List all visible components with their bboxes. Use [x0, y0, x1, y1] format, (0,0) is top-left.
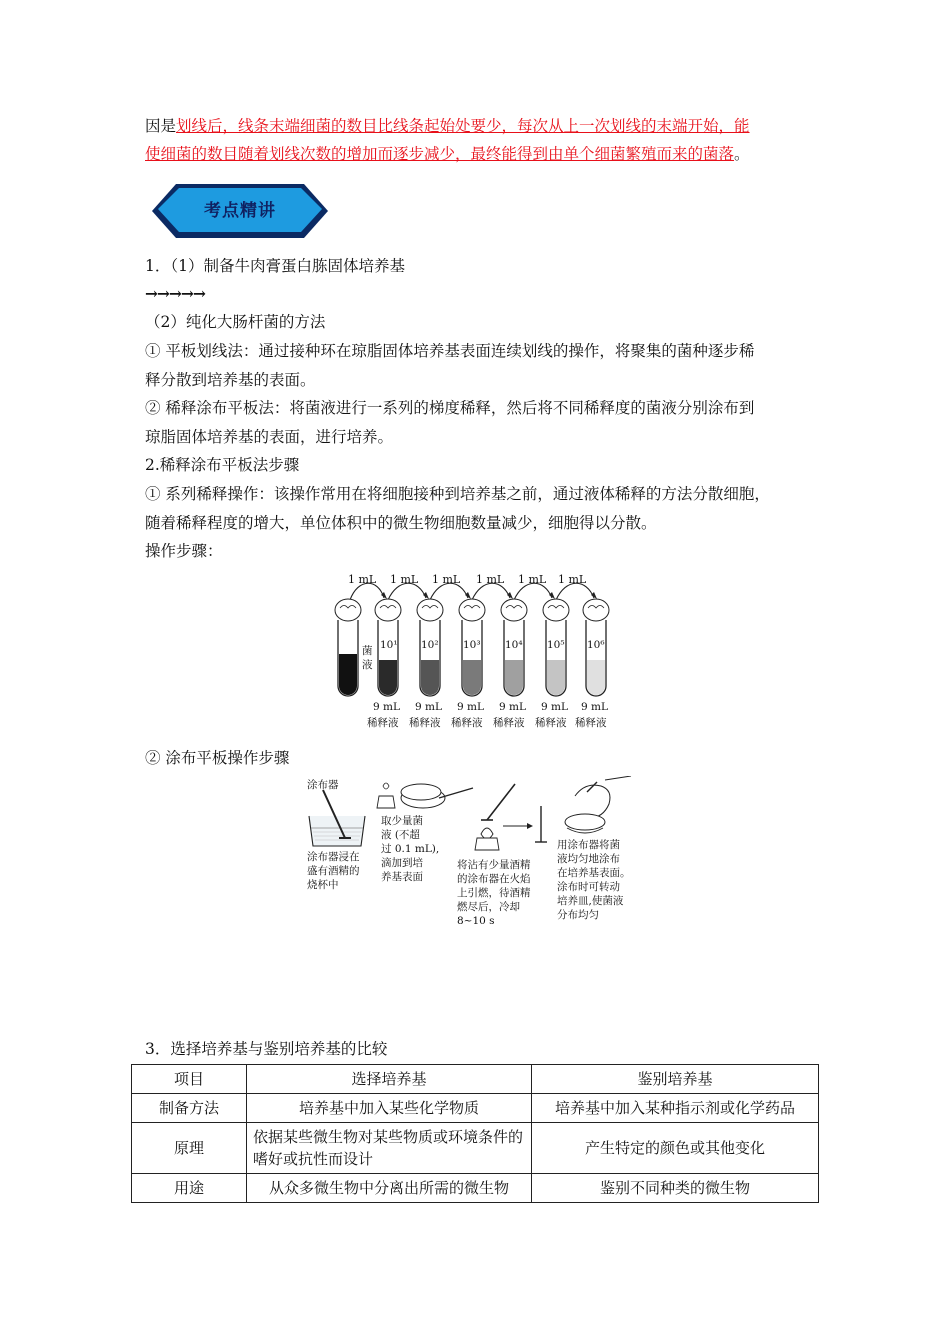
step4-line-6: 分布均匀: [557, 909, 599, 921]
dilution-line-2: 随着稀释程度的增大，单位体积中的微生物细胞数量减少，细胞得以分散。: [145, 514, 657, 532]
flame-spreader-icon: [475, 784, 547, 850]
tube-label-4: 10⁴: [505, 639, 523, 651]
row-1-differential: 培养基中加入某种指示剂或化学药品: [532, 1094, 819, 1123]
transfer-label-6: 1 mL: [558, 573, 587, 586]
diluent-label-1: 稀释液: [367, 717, 399, 729]
tube-label-3: 10³: [463, 639, 481, 651]
dilution-line-1: ① 系列稀释操作：该操作常用在将细胞接种到培养基之前，通过液体稀释的方法分散细胞，: [145, 485, 770, 503]
spreader-tool-label: 涂布器: [307, 779, 339, 791]
hand-spreading-icon: [565, 776, 631, 833]
step1-line-2: 盛有酒精的: [307, 865, 360, 877]
step4-line-3: 在培养基表面。: [557, 867, 631, 879]
petri-dish-icon: [401, 784, 473, 808]
volume-label-3: 9 mL: [457, 701, 484, 713]
row-1-selective: 培养基中加入某些化学物质: [247, 1094, 532, 1123]
tube-label-2: 10²: [421, 639, 439, 651]
alcohol-lamp-icon: [377, 783, 395, 808]
source-tube: [335, 599, 361, 696]
row-2-differential: 产生特定的颜色或其他变化: [532, 1123, 819, 1174]
intro-red-text-2: 使细菌的数目随着划线次数的增加而逐步减少，最终能得到由单个细菌繁殖而来的菌落: [145, 145, 735, 163]
table-row: [132, 1123, 819, 1174]
diluent-label-5: 稀释液: [535, 717, 567, 729]
tube-label-6: 10⁶: [587, 639, 605, 651]
beaker-icon: [309, 790, 365, 846]
method-2-line-2: 琼脂固体培养基的表面，进行培养。: [145, 428, 394, 446]
intro-red-text-1: 划线后，线条末端细菌的数目比线条起始处要少，每次从上一次划线的末端开始，能: [176, 117, 750, 135]
step3-line-5: 8~10 s: [457, 915, 495, 927]
intro-prefix: 因是: [145, 117, 177, 135]
section-1-title: 1．（1）制备牛肉膏蛋白胨固体培养基: [145, 257, 405, 275]
section-2-title: 2.稀释涂布平板法步骤: [145, 456, 300, 474]
volume-label-4: 9 mL: [499, 701, 526, 713]
step3-line-3: 上引燃，待酒精: [457, 887, 531, 899]
intro-suffix: 。: [734, 145, 750, 163]
step2-line-5: 养基表面: [381, 871, 423, 883]
header-item: 项目: [132, 1065, 247, 1094]
table-header-row: [132, 1065, 819, 1094]
header-selective: 选择培养基: [247, 1065, 532, 1094]
transfer-label-1: 1 mL: [348, 573, 377, 586]
comparison-table: [131, 1064, 819, 1203]
diluent-label-2: 稀释液: [409, 717, 441, 729]
transfer-label-4: 1 mL: [476, 573, 505, 586]
section-badge: [148, 180, 332, 242]
volume-label-6: 9 mL: [581, 701, 608, 713]
step3-line-2: 的涂布器在火焰: [457, 873, 531, 885]
row-3-selective: 从众多微生物中分离出所需的微生物: [247, 1174, 532, 1203]
step4-line-2: 液均匀地涂布: [557, 853, 620, 865]
diluent-label-6: 稀释液: [575, 717, 607, 729]
step3-line-1: 将沾有少量酒精: [457, 859, 531, 871]
volume-label-5: 9 mL: [541, 701, 568, 713]
step2-line-1: 取少量菌: [381, 815, 423, 827]
section-1-subtitle-2: （2）纯化大肠杆菌的方法: [145, 313, 326, 331]
spread-plate-title: ② 涂布平板操作步骤: [145, 749, 290, 767]
step2-line-3: 过 0.1 mL),: [381, 843, 440, 855]
row-3-label: 用途: [132, 1174, 247, 1203]
transfer-label-5: 1 mL: [518, 573, 547, 586]
method-1-line-1: ① 平板划线法：通过接种环在琼脂固体培养基表面连续划线的操作，将聚集的菌种逐步稀: [145, 342, 755, 360]
tube-label-5: 10⁵: [547, 639, 565, 651]
table-row: [132, 1094, 819, 1123]
transfer-arrowheads: [381, 592, 597, 599]
step2-line-4: 滴加到培: [381, 857, 423, 869]
badge-label: 考点精讲: [204, 200, 276, 221]
source-label-top: 菌: [362, 645, 373, 657]
flow-arrows: →→→→→: [145, 284, 205, 303]
row-2-label: 原理: [132, 1123, 247, 1174]
step3-line-4: 燃尽后，冷却: [457, 901, 520, 913]
method-2-line-1: ② 稀释涂布平板法：将菌液进行一系列的梯度稀释，然后将不同稀释度的菌液分别涂布到: [145, 399, 755, 417]
step1-line-3: 烧杯中: [307, 879, 339, 891]
tube-label-1: 10¹: [380, 639, 398, 651]
section-3-title: 3．选择培养基与鉴别培养基的比较: [145, 1040, 388, 1058]
diluent-label-3: 稀释液: [451, 717, 483, 729]
table-row: [132, 1174, 819, 1203]
volume-label-2: 9 mL: [415, 701, 442, 713]
transfer-label-2: 1 mL: [390, 573, 419, 586]
step4-line-5: 培养皿,使菌液: [557, 895, 624, 907]
steps-label: 操作步骤：: [145, 542, 223, 560]
header-differential: 鉴别培养基: [532, 1065, 819, 1094]
step4-line-4: 涂布时可转动: [557, 881, 620, 893]
step2-line-2: 液 (不超: [381, 829, 420, 841]
diluent-label-4: 稀释液: [493, 717, 525, 729]
row-1-label: 制备方法: [132, 1094, 247, 1123]
step1-line-1: 涂布器浸在: [307, 851, 360, 863]
volume-label-1: 9 mL: [373, 701, 400, 713]
intro-line-1: [145, 116, 750, 136]
transfer-label-3: 1 mL: [432, 573, 461, 586]
row-3-differential: 鉴别不同种类的微生物: [532, 1174, 819, 1203]
serial-dilution-figure: [328, 568, 620, 734]
row-2-selective: 依据某些微生物对某些物质或环境条件的嗜好或抗性而设计: [247, 1123, 532, 1174]
spread-plate-figure: [305, 776, 645, 940]
method-1-line-2: 释分散到培养基的表面。: [145, 371, 316, 389]
step4-line-1: 用涂布器将菌: [557, 839, 620, 851]
intro-line-2: [145, 144, 750, 164]
source-label-bottom: 液: [362, 659, 373, 671]
